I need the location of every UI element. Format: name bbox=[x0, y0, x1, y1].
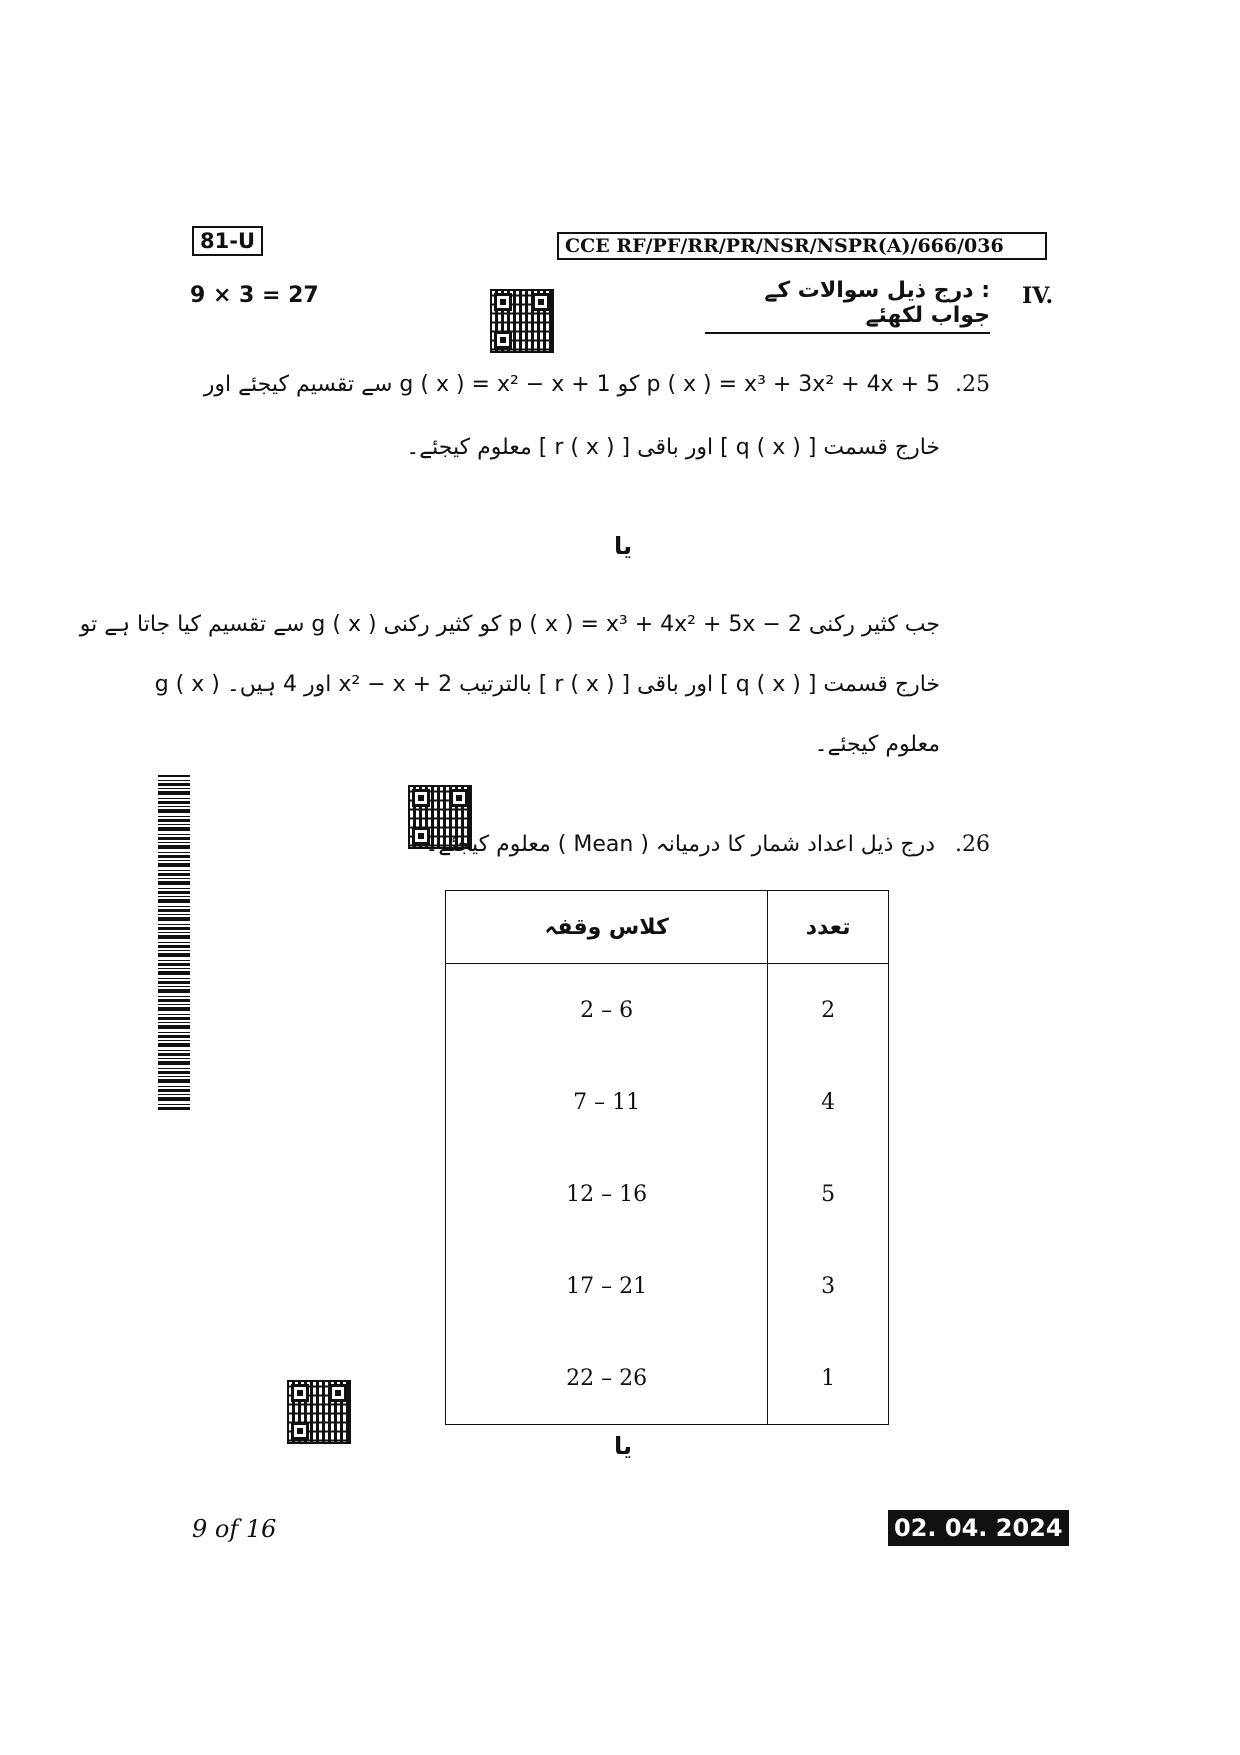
interval-cell: 7 – 11 bbox=[446, 1056, 768, 1148]
header-interval: کلاس وقفہ bbox=[446, 891, 768, 964]
table-row bbox=[446, 1240, 889, 1332]
barcode bbox=[158, 775, 190, 1110]
q25-alt-line-1: جب کثیر رکنی p ( x ) = x³ + 4x² + 5x − 2 کو کثیر رکنی g ( x ) سے تقسیم کیا جاتا ہے تو bbox=[79, 612, 940, 637]
section-number: IV. bbox=[1022, 283, 1054, 309]
q25-line-1: p ( x ) = x³ + 3x² + 4x + 5 کو g ( x ) = x² − x + 1 سے تقسیم کیجئے اور bbox=[203, 372, 940, 397]
paper-code: CCE RF/PF/RR/PR/NSR/NSPR(A)/666/036 bbox=[557, 232, 1047, 260]
section-marks: 9 × 3 = 27 bbox=[190, 283, 319, 308]
table-header-row bbox=[446, 891, 889, 964]
page-number: 9 of 16 bbox=[192, 1515, 277, 1543]
frequency-cell: 5 bbox=[768, 1148, 889, 1240]
qr-code-icon bbox=[287, 1380, 351, 1444]
interval-cell: 22 – 26 bbox=[446, 1332, 768, 1425]
q25-alt-line-2: خارج قسمت [ q ( x ) ] اور باقی [ r ( x ) ] بالترتیب x² − x + 2 اور 4 ہیں۔ g ( x ) bbox=[154, 672, 940, 697]
table-row bbox=[446, 1332, 889, 1425]
exam-date: 02. 04. 2024 bbox=[888, 1510, 1069, 1546]
frequency-cell: 4 bbox=[768, 1056, 889, 1148]
interval-cell: 17 – 21 bbox=[446, 1240, 768, 1332]
question-number-26: .26 bbox=[955, 832, 990, 857]
frequency-cell: 3 bbox=[768, 1240, 889, 1332]
or-label: یا bbox=[614, 1432, 633, 1460]
table-row bbox=[446, 964, 889, 1057]
q25-line-2: خارج قسمت [ q ( x ) ] اور باقی [ r ( x ) ] معلوم کیجئے۔ bbox=[406, 435, 940, 460]
section-title: : درج ذیل سوالات کے جواب لکھئے bbox=[705, 278, 990, 334]
frequency-cell: 1 bbox=[768, 1332, 889, 1425]
interval-cell: 2 – 6 bbox=[446, 964, 768, 1057]
or-label: یا bbox=[614, 532, 633, 560]
q25-alt-line-3: معلوم کیجئے۔ bbox=[814, 732, 940, 757]
question-number-25: .25 bbox=[955, 372, 990, 397]
subject-code: 81-U bbox=[192, 226, 263, 256]
qr-code-icon bbox=[490, 289, 554, 353]
q26-text: درج ذیل اعداد شمار کا درمیانہ ( Mean ) معلوم کیجئے۔ bbox=[425, 832, 935, 857]
table-row bbox=[446, 1148, 889, 1240]
header-frequency: تعدد bbox=[768, 891, 889, 964]
frequency-cell: 2 bbox=[768, 964, 889, 1057]
table-row bbox=[446, 1056, 889, 1148]
mean-data-table bbox=[445, 890, 889, 1425]
interval-cell: 12 – 16 bbox=[446, 1148, 768, 1240]
